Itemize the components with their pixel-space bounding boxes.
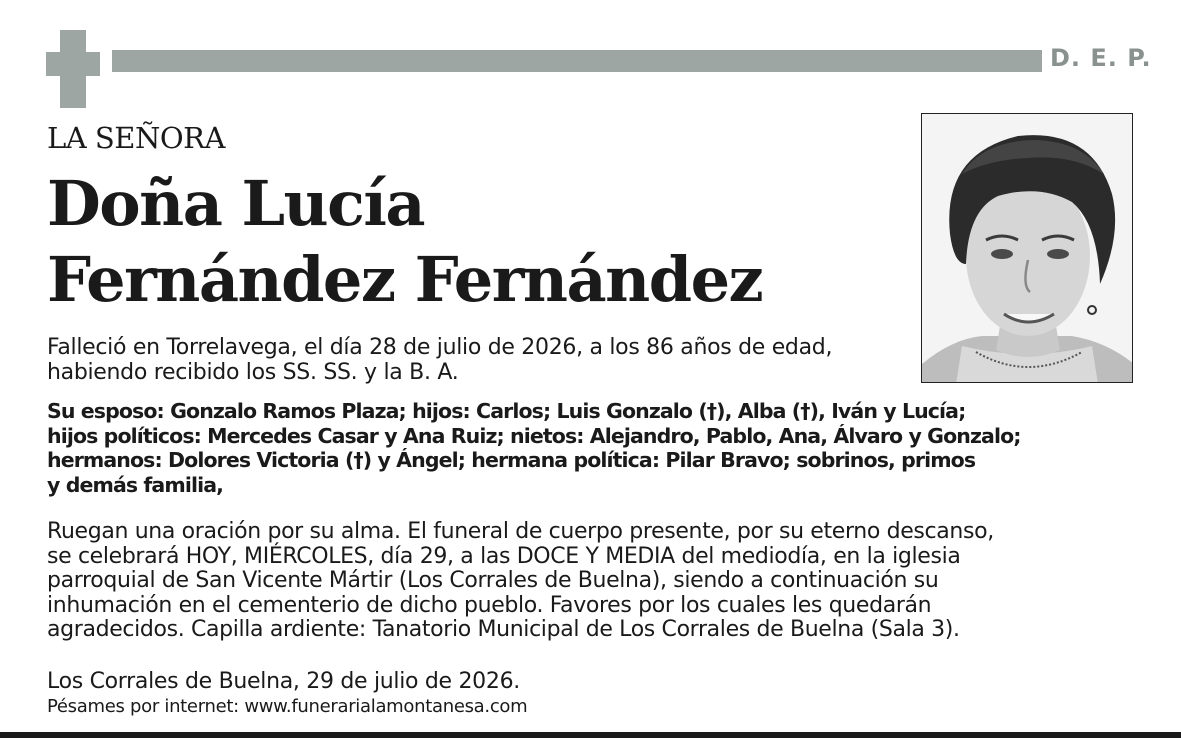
funeral-line: agradecidos. Capilla ardiente: Tanatorio Municipal de Los Corrales de Buelna (Sala 3).: [47, 617, 960, 642]
family-list: [47, 399, 1157, 497]
honorific-label: LA SEÑORA: [47, 121, 225, 155]
portrait-photo: [921, 113, 1133, 383]
family-line: Su esposo: Gonzalo Ramos Plaza; hijos: Carlos; Luis Gonzalo (†), Alba (†), Iván y Lucía;: [47, 399, 966, 423]
death-notice-line: Falleció en Torrelavega, el día 28 de julio de 2026, a los 86 años de edad,: [47, 335, 833, 360]
funeral-line: Ruegan una oración por su alma. El funeral de cuerpo presente, por su eterno descanso,: [47, 519, 994, 544]
funeral-details: [47, 520, 1162, 643]
death-notice: [47, 336, 927, 385]
family-line: y demás familia,: [47, 472, 224, 497]
condolences-website: Pésames por internet: www.funerarialamontanesa.com: [47, 696, 528, 717]
funeral-line: inhumación en el cementerio de dicho pueblo. Favores por los cuales les quedarán: [47, 592, 932, 618]
header-rule: [112, 50, 1042, 72]
cross-icon: [46, 30, 100, 108]
death-notice-line: habiendo recibido los SS. SS. y la B. A.: [47, 359, 459, 385]
funeral-line: se celebrará HOY, MIÉRCOLES, día 29, a las DOCE Y MEDIA del mediodía, en la iglesia: [47, 543, 961, 569]
deceased-name-line1: Doña Lucía: [47, 167, 425, 240]
family-line: hermanos: Dolores Victoria (†) y Ángel; hermana política: Pilar Bravo; sobrinos, primos: [47, 448, 976, 472]
funeral-line: parroquial de San Vicente Mártir (Los Corrales de Buelna), siendo a continuación su: [47, 568, 939, 593]
dep-label: D. E. P.: [1050, 44, 1152, 72]
family-line: hijos políticos: Mercedes Casar y Ana Ruiz; nietos: Alejandro, Pablo, Ana, Álvaro y Gonzalo;: [47, 423, 1021, 448]
deceased-name-line2: Fernández Fernández: [47, 243, 763, 316]
place-date: Los Corrales de Buelna, 29 de julio de 2026.: [47, 669, 520, 694]
